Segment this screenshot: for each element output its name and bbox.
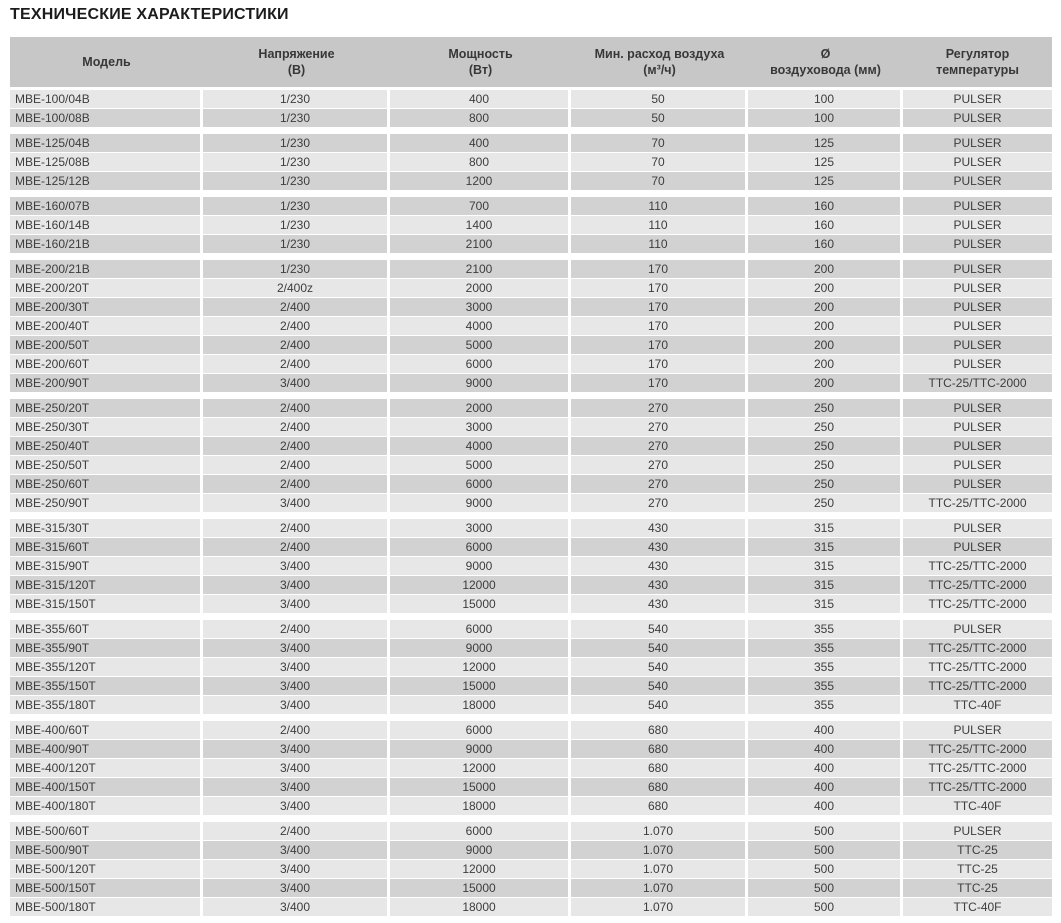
- cell-duct-diameter: 500: [748, 879, 903, 897]
- table-row: [10, 519, 1052, 537]
- cell-model: MBE-200/20T: [10, 279, 203, 297]
- table-header-row: [10, 37, 1052, 87]
- cell-model: MBE-315/60T: [10, 538, 203, 556]
- cell-model: MBE-250/40T: [10, 437, 203, 455]
- cell-model: MBE-400/60T: [10, 721, 203, 739]
- cell-power: 18000: [390, 696, 571, 714]
- cell-power: 9000: [390, 841, 571, 859]
- header-temperature-regulator: Регулятор температуры: [903, 37, 1052, 87]
- cell-regulator: TTC-25: [957, 862, 998, 876]
- cell-model: MBE-200/50T: [10, 336, 203, 354]
- cell-voltage: 3/400: [203, 374, 390, 392]
- cell-model: MBE-400/120T: [10, 759, 203, 777]
- cell-regulator: TTC-25: [957, 881, 998, 895]
- cell-regulator: TTC-25/TTC-2000: [928, 597, 1027, 611]
- cell-voltage: 2/400: [203, 475, 390, 493]
- cell-duct-diameter: 400: [748, 740, 903, 758]
- page-title: ТЕХНИЧЕСКИЕ ХАРАКТЕРИСТИКИ: [10, 6, 289, 23]
- cell-duct-diameter: 500: [748, 860, 903, 878]
- cell-duct-diameter: 315: [748, 538, 903, 556]
- cell-regulator: TTC-25/TTC-2000: [928, 559, 1027, 573]
- cell-regulator: PULSER: [953, 218, 1002, 232]
- cell-voltage: 2/400: [203, 721, 390, 739]
- cell-voltage: 1/230: [203, 260, 390, 278]
- cell-duct-diameter: 315: [748, 576, 903, 594]
- cell-regulator: PULSER: [953, 622, 1002, 636]
- cell-voltage: 3/400: [203, 639, 390, 657]
- cell-airflow: 680: [571, 759, 748, 777]
- cell-airflow: 110: [571, 216, 748, 234]
- cell-regulator: TTC-25/TTC-2000: [928, 376, 1027, 390]
- cell-duct-diameter: 200: [748, 336, 903, 354]
- cell-airflow: 430: [571, 538, 748, 556]
- cell-model: MBE-500/60T: [10, 822, 203, 840]
- cell-power: 2100: [390, 260, 571, 278]
- cell-voltage: 1/230: [203, 172, 390, 190]
- table-row: [10, 437, 1052, 455]
- cell-duct-diameter: 400: [748, 778, 903, 796]
- table-row: [10, 822, 1052, 840]
- cell-model: MBE-160/14B: [10, 216, 203, 234]
- cell-power: 9000: [390, 639, 571, 657]
- table-row: [10, 355, 1052, 373]
- cell-regulator: PULSER: [953, 281, 1002, 295]
- cell-model: MBE-250/50T: [10, 456, 203, 474]
- cell-airflow: 430: [571, 576, 748, 594]
- cell-duct-diameter: 100: [748, 90, 903, 108]
- cell-power: 3000: [390, 418, 571, 436]
- cell-power: 9000: [390, 374, 571, 392]
- table-row: [10, 898, 1052, 916]
- cell-model: MBE-355/120T: [10, 658, 203, 676]
- cell-regulator: TTC-40F: [953, 799, 1002, 813]
- cell-power: 6000: [390, 355, 571, 373]
- cell-airflow: 540: [571, 620, 748, 638]
- cell-regulator: PULSER: [953, 136, 1002, 150]
- table-row: [10, 279, 1052, 297]
- cell-regulator: PULSER: [953, 824, 1002, 838]
- table-row: [10, 456, 1052, 474]
- table-row: [10, 721, 1052, 739]
- cell-airflow: 50: [571, 90, 748, 108]
- cell-airflow: 540: [571, 696, 748, 714]
- cell-duct-diameter: 200: [748, 355, 903, 373]
- cell-voltage: 3/400: [203, 879, 390, 897]
- header-airflow: Мин. расход воздуха (м³/ч): [571, 37, 748, 87]
- cell-model: MBE-315/120T: [10, 576, 203, 594]
- cell-regulator: TTC-25/TTC-2000: [928, 761, 1027, 775]
- cell-regulator: PULSER: [953, 458, 1002, 472]
- cell-airflow: 270: [571, 418, 748, 436]
- cell-power: 9000: [390, 494, 571, 512]
- cell-model: MBE-400/150T: [10, 778, 203, 796]
- cell-power: 15000: [390, 595, 571, 613]
- cell-airflow: 170: [571, 317, 748, 335]
- cell-duct-diameter: 200: [748, 260, 903, 278]
- table-row: [10, 557, 1052, 575]
- cell-regulator: PULSER: [953, 199, 1002, 213]
- cell-power: 6000: [390, 822, 571, 840]
- cell-power: 700: [390, 197, 571, 215]
- cell-model: MBE-500/120T: [10, 860, 203, 878]
- cell-duct-diameter: 200: [748, 279, 903, 297]
- cell-voltage: 1/230: [203, 109, 390, 127]
- cell-power: 15000: [390, 677, 571, 695]
- table-row: [10, 90, 1052, 108]
- cell-voltage: 3/400: [203, 696, 390, 714]
- cell-power: 3000: [390, 298, 571, 316]
- cell-voltage: 1/230: [203, 90, 390, 108]
- cell-voltage: 3/400: [203, 898, 390, 916]
- cell-power: 2000: [390, 399, 571, 417]
- cell-regulator: TTC-25/TTC-2000: [928, 780, 1027, 794]
- cell-voltage: 3/400: [203, 740, 390, 758]
- cell-power: 1400: [390, 216, 571, 234]
- cell-airflow: 110: [571, 197, 748, 215]
- cell-duct-diameter: 500: [748, 822, 903, 840]
- cell-power: 4000: [390, 437, 571, 455]
- cell-model: MBE-355/180T: [10, 696, 203, 714]
- cell-voltage: 2/400: [203, 538, 390, 556]
- cell-power: 5000: [390, 456, 571, 474]
- cell-regulator: TTC-25/TTC-2000: [928, 742, 1027, 756]
- cell-voltage: 1/230: [203, 216, 390, 234]
- cell-airflow: 680: [571, 740, 748, 758]
- cell-model: MBE-355/60T: [10, 620, 203, 638]
- cell-voltage: 2/400: [203, 399, 390, 417]
- cell-power: 2000: [390, 279, 571, 297]
- header-duct-diameter: Ø воздуховода (мм): [748, 37, 903, 87]
- cell-regulator: PULSER: [953, 300, 1002, 314]
- cell-regulator: TTC-25/TTC-2000: [928, 578, 1027, 592]
- cell-airflow: 170: [571, 355, 748, 373]
- cell-power: 6000: [390, 721, 571, 739]
- cell-airflow: 680: [571, 721, 748, 739]
- cell-airflow: 540: [571, 639, 748, 657]
- cell-regulator: TTC-25/TTC-2000: [928, 660, 1027, 674]
- cell-airflow: 1.070: [571, 822, 748, 840]
- cell-power: 12000: [390, 759, 571, 777]
- header-model: [10, 37, 203, 87]
- cell-voltage: 3/400: [203, 595, 390, 613]
- cell-model: MBE-500/180T: [10, 898, 203, 916]
- cell-voltage: 3/400: [203, 778, 390, 796]
- cell-power: 9000: [390, 740, 571, 758]
- cell-model: MBE-125/12B: [10, 172, 203, 190]
- cell-voltage: 2/400: [203, 456, 390, 474]
- cell-voltage: 2/400: [203, 317, 390, 335]
- cell-regulator: PULSER: [953, 420, 1002, 434]
- cell-airflow: 70: [571, 172, 748, 190]
- cell-airflow: 170: [571, 260, 748, 278]
- cell-airflow: 1.070: [571, 841, 748, 859]
- table-row: [10, 317, 1052, 335]
- cell-airflow: 430: [571, 595, 748, 613]
- cell-model: MBE-500/150T: [10, 879, 203, 897]
- cell-power: 18000: [390, 898, 571, 916]
- cell-regulator: PULSER: [953, 521, 1002, 535]
- cell-duct-diameter: 200: [748, 317, 903, 335]
- table-row: [10, 860, 1052, 878]
- table-row: [10, 153, 1052, 171]
- cell-voltage: 3/400: [203, 576, 390, 594]
- cell-regulator: PULSER: [953, 92, 1002, 106]
- table-row: [10, 134, 1052, 152]
- cell-voltage: 2/400: [203, 620, 390, 638]
- cell-regulator: TTC-40F: [953, 698, 1002, 712]
- table-row: [10, 418, 1052, 436]
- cell-regulator: PULSER: [953, 401, 1002, 415]
- cell-airflow: 270: [571, 456, 748, 474]
- cell-duct-diameter: 160: [748, 235, 903, 253]
- table-row: [10, 797, 1052, 815]
- table-row: [10, 576, 1052, 594]
- cell-duct-diameter: 500: [748, 841, 903, 859]
- cell-model: MBE-500/90T: [10, 841, 203, 859]
- cell-duct-diameter: 500: [748, 898, 903, 916]
- cell-regulator: TTC-25/TTC-2000: [928, 641, 1027, 655]
- cell-voltage: 2/400z: [203, 279, 390, 297]
- cell-duct-diameter: 200: [748, 374, 903, 392]
- header-power: Мощность (Вт): [390, 37, 571, 87]
- cell-regulator: PULSER: [953, 174, 1002, 188]
- table-row: [10, 658, 1052, 676]
- table-row: [10, 298, 1052, 316]
- cell-duct-diameter: 250: [748, 399, 903, 417]
- cell-power: 9000: [390, 557, 571, 575]
- cell-duct-diameter: 400: [748, 721, 903, 739]
- cell-model: MBE-100/04B: [10, 90, 203, 108]
- cell-model: MBE-125/04B: [10, 134, 203, 152]
- cell-airflow: 1.070: [571, 898, 748, 916]
- cell-duct-diameter: 315: [748, 595, 903, 613]
- table-row: [10, 399, 1052, 417]
- cell-airflow: 170: [571, 279, 748, 297]
- cell-voltage: 3/400: [203, 841, 390, 859]
- cell-duct-diameter: 355: [748, 620, 903, 638]
- cell-airflow: 270: [571, 399, 748, 417]
- cell-airflow: 170: [571, 374, 748, 392]
- table-row: [10, 538, 1052, 556]
- cell-voltage: 2/400: [203, 418, 390, 436]
- cell-power: 1200: [390, 172, 571, 190]
- table-row: [10, 260, 1052, 278]
- cell-voltage: 1/230: [203, 134, 390, 152]
- cell-voltage: 2/400: [203, 437, 390, 455]
- cell-regulator: PULSER: [953, 439, 1002, 453]
- cell-power: 400: [390, 134, 571, 152]
- cell-voltage: 1/230: [203, 153, 390, 171]
- cell-power: 4000: [390, 317, 571, 335]
- cell-power: 18000: [390, 797, 571, 815]
- table-row: [10, 235, 1052, 253]
- cell-airflow: 270: [571, 494, 748, 512]
- cell-voltage: 2/400: [203, 519, 390, 537]
- cell-airflow: 680: [571, 797, 748, 815]
- cell-model: MBE-200/30T: [10, 298, 203, 316]
- cell-voltage: 1/230: [203, 197, 390, 215]
- cell-power: 6000: [390, 538, 571, 556]
- cell-duct-diameter: 355: [748, 658, 903, 676]
- cell-model: MBE-200/40T: [10, 317, 203, 335]
- cell-regulator: PULSER: [953, 338, 1002, 352]
- cell-power: 3000: [390, 519, 571, 537]
- cell-power: 15000: [390, 879, 571, 897]
- table-row: [10, 475, 1052, 493]
- cell-model: MBE-200/90T: [10, 374, 203, 392]
- cell-airflow: 430: [571, 557, 748, 575]
- cell-voltage: 1/230: [203, 235, 390, 253]
- cell-duct-diameter: 250: [748, 456, 903, 474]
- cell-duct-diameter: 250: [748, 475, 903, 493]
- cell-regulator: PULSER: [953, 319, 1002, 333]
- cell-model: MBE-250/30T: [10, 418, 203, 436]
- cell-duct-diameter: 100: [748, 109, 903, 127]
- cell-model: MBE-250/60T: [10, 475, 203, 493]
- cell-airflow: 270: [571, 437, 748, 455]
- cell-model: MBE-315/30T: [10, 519, 203, 537]
- cell-power: 400: [390, 90, 571, 108]
- cell-airflow: 540: [571, 658, 748, 676]
- cell-model: MBE-315/90T: [10, 557, 203, 575]
- cell-model: MBE-160/21B: [10, 235, 203, 253]
- cell-duct-diameter: 355: [748, 639, 903, 657]
- cell-model: MBE-250/90T: [10, 494, 203, 512]
- cell-duct-diameter: 315: [748, 519, 903, 537]
- cell-regulator: PULSER: [953, 237, 1002, 251]
- cell-airflow: 1.070: [571, 860, 748, 878]
- cell-voltage: 2/400: [203, 336, 390, 354]
- cell-voltage: 3/400: [203, 860, 390, 878]
- cell-duct-diameter: 250: [748, 494, 903, 512]
- cell-airflow: 170: [571, 336, 748, 354]
- cell-model: MBE-100/08B: [10, 109, 203, 127]
- cell-regulator: TTC-25/TTC-2000: [928, 679, 1027, 693]
- table-row: [10, 677, 1052, 695]
- cell-regulator: PULSER: [953, 111, 1002, 125]
- cell-voltage: 2/400: [203, 822, 390, 840]
- cell-model: MBE-200/21B: [10, 260, 203, 278]
- table-row: [10, 696, 1052, 714]
- table-row: [10, 595, 1052, 613]
- cell-duct-diameter: 315: [748, 557, 903, 575]
- cell-airflow: 540: [571, 677, 748, 695]
- table-row: [10, 336, 1052, 354]
- table-row: [10, 639, 1052, 657]
- header-voltage: Напряжение (В): [203, 37, 390, 87]
- cell-power: 6000: [390, 620, 571, 638]
- cell-airflow: 1.070: [571, 879, 748, 897]
- cell-airflow: 270: [571, 475, 748, 493]
- table-body: [10, 90, 1052, 916]
- cell-voltage: 3/400: [203, 658, 390, 676]
- cell-duct-diameter: 250: [748, 437, 903, 455]
- cell-model: MBE-250/20T: [10, 399, 203, 417]
- table-row: [10, 172, 1052, 190]
- cell-regulator: PULSER: [953, 540, 1002, 554]
- table-row: [10, 494, 1052, 512]
- cell-regulator: PULSER: [953, 262, 1002, 276]
- cell-voltage: 3/400: [203, 759, 390, 777]
- cell-power: 15000: [390, 778, 571, 796]
- cell-duct-diameter: 125: [748, 153, 903, 171]
- cell-regulator: TTC-25: [957, 843, 998, 857]
- cell-duct-diameter: 125: [748, 134, 903, 152]
- cell-duct-diameter: 160: [748, 197, 903, 215]
- cell-model: MBE-355/90T: [10, 639, 203, 657]
- table-row: [10, 759, 1052, 777]
- cell-voltage: 2/400: [203, 355, 390, 373]
- cell-regulator: PULSER: [953, 477, 1002, 491]
- table-row: [10, 216, 1052, 234]
- specs-table: [10, 37, 1052, 916]
- cell-voltage: 3/400: [203, 797, 390, 815]
- cell-model: MBE-160/07B: [10, 197, 203, 215]
- cell-voltage: 2/400: [203, 298, 390, 316]
- cell-model: MBE-400/180T: [10, 797, 203, 815]
- cell-power: 5000: [390, 336, 571, 354]
- cell-airflow: 110: [571, 235, 748, 253]
- cell-model: MBE-355/150T: [10, 677, 203, 695]
- cell-power: 12000: [390, 576, 571, 594]
- table-row: [10, 374, 1052, 392]
- cell-power: 800: [390, 109, 571, 127]
- cell-airflow: 170: [571, 298, 748, 316]
- cell-regulator: TTC-25/TTC-2000: [928, 496, 1027, 510]
- cell-voltage: 3/400: [203, 677, 390, 695]
- cell-duct-diameter: 400: [748, 797, 903, 815]
- cell-power: 2100: [390, 235, 571, 253]
- cell-airflow: 680: [571, 778, 748, 796]
- cell-airflow: 70: [571, 134, 748, 152]
- cell-regulator: PULSER: [953, 155, 1002, 169]
- cell-voltage: 3/400: [203, 494, 390, 512]
- cell-power: 800: [390, 153, 571, 171]
- cell-regulator: PULSER: [953, 357, 1002, 371]
- cell-power: 6000: [390, 475, 571, 493]
- cell-model: MBE-315/150T: [10, 595, 203, 613]
- cell-duct-diameter: 125: [748, 172, 903, 190]
- table-row: [10, 740, 1052, 758]
- cell-model: MBE-400/90T: [10, 740, 203, 758]
- cell-duct-diameter: 400: [748, 759, 903, 777]
- table-row: [10, 620, 1052, 638]
- cell-model: MBE-125/08B: [10, 153, 203, 171]
- table-row: [10, 841, 1052, 859]
- cell-model: MBE-200/60T: [10, 355, 203, 373]
- cell-power: 12000: [390, 860, 571, 878]
- cell-regulator: PULSER: [953, 723, 1002, 737]
- table-row: [10, 197, 1052, 215]
- cell-voltage: 3/400: [203, 557, 390, 575]
- table-row: [10, 109, 1052, 127]
- cell-duct-diameter: 355: [748, 677, 903, 695]
- cell-regulator: TTC-40F: [953, 900, 1002, 914]
- cell-airflow: 70: [571, 153, 748, 171]
- table-row: [10, 879, 1052, 897]
- cell-duct-diameter: 250: [748, 418, 903, 436]
- cell-airflow: 50: [571, 109, 748, 127]
- cell-airflow: 430: [571, 519, 748, 537]
- cell-duct-diameter: 160: [748, 216, 903, 234]
- cell-duct-diameter: 355: [748, 696, 903, 714]
- table-row: [10, 778, 1052, 796]
- cell-duct-diameter: 200: [748, 298, 903, 316]
- cell-power: 12000: [390, 658, 571, 676]
- header-model-label: Модель: [82, 55, 131, 69]
